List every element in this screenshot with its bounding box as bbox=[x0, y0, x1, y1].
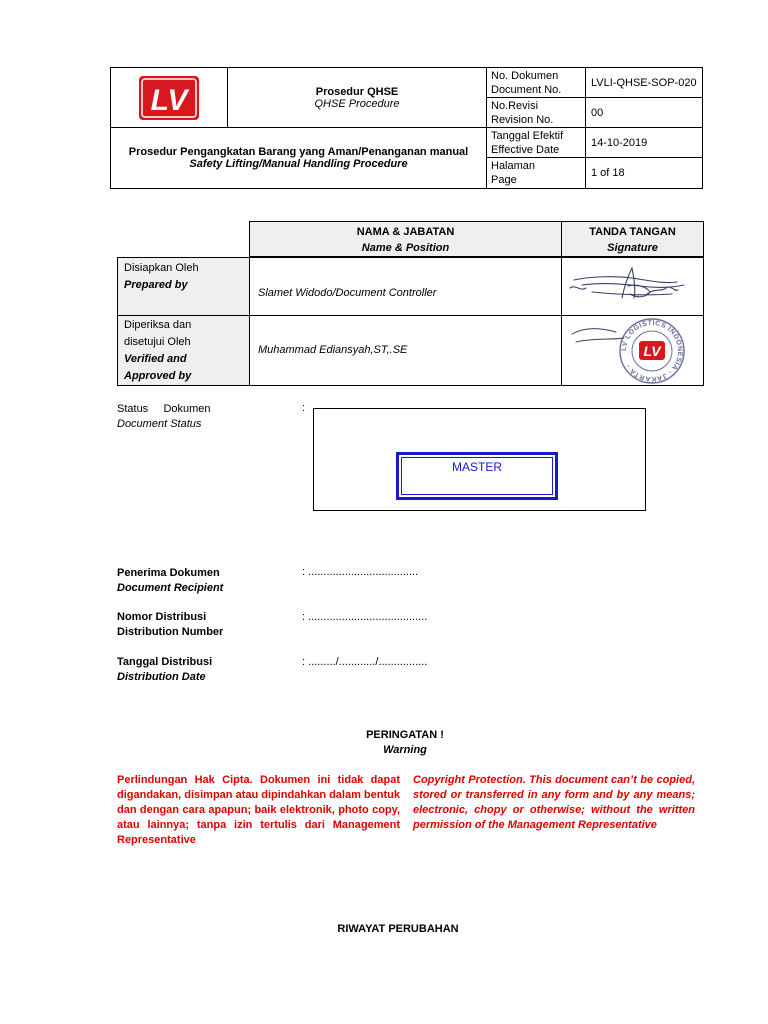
revision-value: 00 bbox=[586, 98, 703, 128]
verified-signature-cell bbox=[561, 315, 704, 386]
prepared-signature-image bbox=[562, 258, 703, 315]
approval-header-name bbox=[249, 221, 562, 257]
distribution-date-value[interactable]: : ........./............/................ bbox=[302, 656, 428, 668]
verified-label-line2: disetujui Oleh bbox=[124, 336, 191, 348]
effective-date-label-en: Effective Date bbox=[491, 143, 560, 156]
signature-heading-en: Signature bbox=[607, 242, 658, 254]
verified-name: Muhammad Ediansyah,ST,.SE bbox=[258, 344, 408, 356]
effective-date-label-cell bbox=[487, 128, 586, 158]
warning-heading bbox=[0, 728, 768, 758]
doc-no-value: LVLI-QHSE-SOP-020 bbox=[586, 68, 703, 98]
page-label-en: Page bbox=[491, 174, 517, 186]
page-label: Halaman bbox=[491, 160, 536, 172]
stamp-text: LV LOGISTICS INDONESIA - JAKARTA - bbox=[620, 319, 684, 383]
prepared-signature-cell bbox=[561, 257, 704, 316]
prepared-name: Slamet Widodo/Document Controller bbox=[258, 287, 437, 299]
verified-label-en-line2: Approved by bbox=[124, 370, 192, 382]
prepared-name-cell bbox=[249, 257, 562, 316]
doc-no-label-en: Document No. bbox=[491, 83, 562, 96]
recipient-field bbox=[117, 566, 223, 596]
revision-history-title: RIWAYAT PERUBAHAN bbox=[337, 923, 459, 935]
effective-date-label: Tanggal Efektif bbox=[491, 129, 564, 142]
document-header bbox=[110, 67, 702, 188]
page-label-cell bbox=[487, 158, 586, 189]
approval-header-signature bbox=[561, 221, 704, 257]
stamp-logo-text: LV bbox=[643, 343, 661, 359]
status-colon: : bbox=[302, 402, 306, 414]
recipient-value[interactable]: : .................................... bbox=[302, 566, 419, 578]
warning-title: PERINGATAN ! bbox=[366, 729, 444, 741]
logo-text: LV bbox=[150, 83, 188, 117]
company-logo-cell bbox=[111, 68, 228, 128]
master-label: MASTER bbox=[401, 457, 553, 495]
distribution-number-field bbox=[117, 610, 223, 640]
prepared-label-en: Prepared by bbox=[124, 279, 188, 291]
procedure-type-title: Prosedur QHSE bbox=[315, 85, 399, 98]
verified-name-cell bbox=[249, 315, 562, 386]
verified-label-en-line1: Verified and bbox=[124, 353, 187, 365]
effective-date-value: 14-10-2019 bbox=[586, 128, 703, 158]
doc-no-label: No. Dokumen bbox=[491, 69, 559, 82]
procedure-title: Prosedur Pengangkatan Barang yang Aman/Penanganan manual bbox=[128, 146, 469, 158]
page-value: 1 of 18 bbox=[586, 158, 703, 189]
verified-label-line1: Diperiksa dan bbox=[124, 319, 192, 331]
status-label-en: Document Status bbox=[117, 418, 202, 430]
document-status-label bbox=[117, 402, 211, 432]
revision-label-cell bbox=[487, 98, 586, 128]
warning-text-en: Copyright Protection. This document can’t be copied, stored or transferred in any form and by any means; electronic, chopy or otherwise; without the written permission of the Management Representative bbox=[413, 774, 695, 831]
prepared-label-cell bbox=[117, 257, 250, 316]
procedure-type-cell bbox=[228, 68, 487, 128]
distribution-number-label: Nomor Distribusi bbox=[117, 611, 207, 623]
name-position-heading-en: Name & Position bbox=[361, 242, 450, 254]
verified-label-cell bbox=[117, 315, 250, 386]
approval-table bbox=[117, 221, 704, 386]
prepared-label: Disiapkan Oleh bbox=[124, 262, 199, 274]
status-box bbox=[313, 408, 646, 511]
distribution-number-value[interactable]: : ....................................... bbox=[302, 611, 428, 623]
name-position-heading: NAMA & JABATAN bbox=[356, 226, 455, 238]
status-label: Status Dokumen bbox=[117, 403, 211, 415]
warning-text-id: Perlindungan Hak Cipta. Dokumen ini tidak dapat digandakan, disimpan atau dipindahkan dalam bentuk dan dengan cara apapun; baik elektronik, photo copy, atau lainnya; tanpa izin tertulis dari Management Representative bbox=[117, 774, 400, 846]
distribution-date-label: Tanggal Distribusi bbox=[117, 656, 213, 668]
revision-label: No.Revisi bbox=[491, 99, 539, 112]
doc-no-label-cell bbox=[487, 68, 586, 98]
company-stamp bbox=[562, 316, 703, 385]
distribution-number-label-en: Distribution Number bbox=[117, 626, 224, 638]
master-stamp bbox=[396, 452, 558, 500]
procedure-type-subtitle: QHSE Procedure bbox=[314, 97, 400, 110]
procedure-title-en: Safety Lifting/Manual Handling Procedure bbox=[189, 158, 408, 170]
recipient-label-en: Document Recipient bbox=[117, 582, 224, 594]
procedure-title-cell bbox=[111, 128, 487, 189]
distribution-date-label-en: Distribution Date bbox=[117, 671, 206, 683]
distribution-date-field bbox=[117, 655, 212, 685]
recipient-label: Penerima Dokumen bbox=[117, 567, 220, 579]
warning-subtitle: Warning bbox=[383, 744, 427, 756]
signature-heading: TANDA TANGAN bbox=[589, 226, 676, 238]
revision-label-en: Revision No. bbox=[491, 113, 554, 126]
company-logo bbox=[138, 75, 200, 121]
